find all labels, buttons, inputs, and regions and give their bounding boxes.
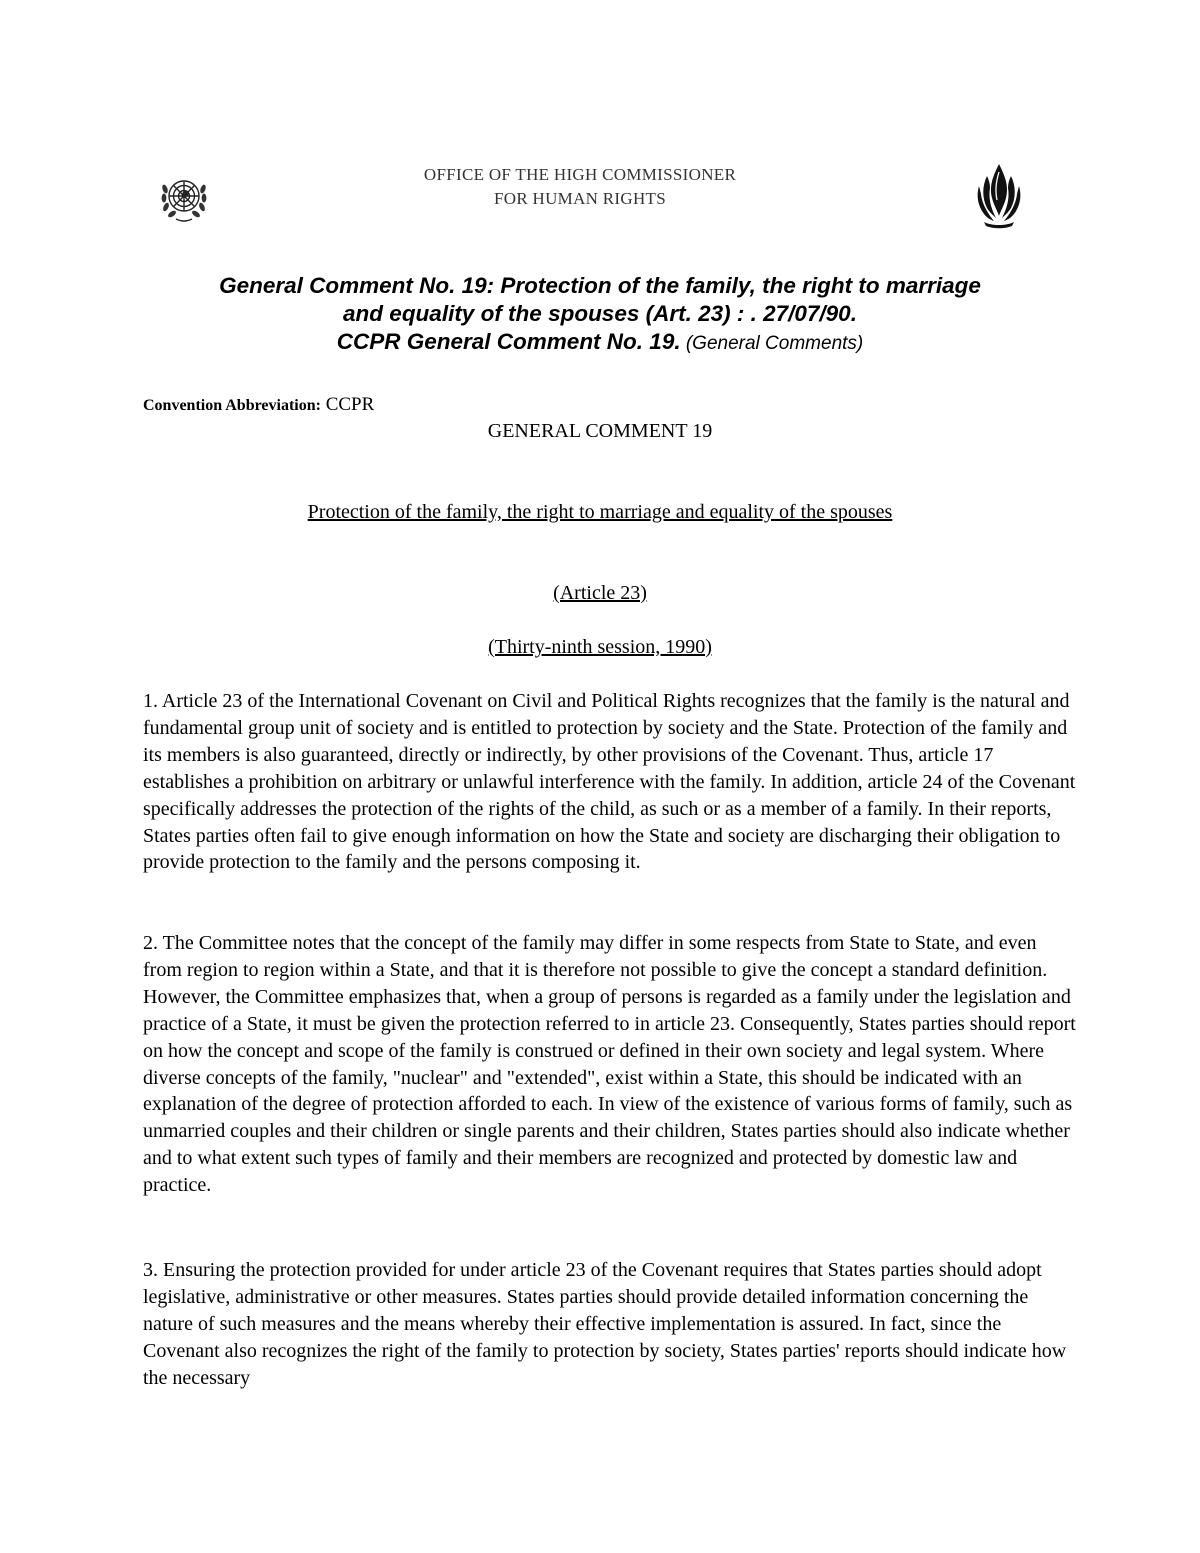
un-emblem-icon — [156, 169, 212, 225]
document-title — [100, 272, 1100, 358]
title-ccpr-reference: CCPR General Comment No. 19. — [336, 329, 681, 354]
paragraph-3: 3. Ensuring the protection provided for under article 23 of the Covenant requires that States parties should adopt legislative, administrative or other measures. States parties should provide detailed information concerning the nature of such measures and the means whereby their effective implementation is assured. In fact, since the Covenant also recognizes the right of the family to protection by society, States parties' reports should indicate how the necessary — [143, 1259, 1067, 1389]
comment-subject — [0, 499, 1200, 525]
ohchr-flame-icon — [968, 160, 1030, 230]
office-title-line-1: OFFICE OF THE HIGH COMMISSIONER — [423, 165, 737, 184]
convention-abbreviation — [143, 392, 374, 419]
title-general-comments: (General Comments) — [680, 333, 864, 354]
comment-heading: GENERAL COMMENT 19 — [487, 420, 713, 442]
office-title-line-2: FOR HUMAN RIGHTS — [494, 189, 666, 208]
session-reference-text: (Thirty-ninth session, 1990) — [488, 636, 712, 658]
convention-abbreviation-value: CCPR — [320, 394, 375, 415]
office-title — [320, 163, 840, 211]
comment-subject-text: Protection of the family, the right to marriage and equality of the spouses — [307, 501, 893, 523]
letterhead — [0, 160, 1200, 230]
document-title-line-1: General Comment No. 19: Protection of the family, the right to marriage — [219, 273, 981, 298]
article-reference — [0, 580, 1200, 606]
document-title-line-3 — [100, 328, 1100, 358]
document-title-line-2: and equality of the spouses (Art. 23) : . 27/07/90. — [343, 301, 857, 326]
session-reference — [0, 634, 1200, 660]
article-reference-text: (Article 23) — [553, 582, 647, 604]
paragraph-2: 2. The Committee notes that the concept of the family may differ in some respects from State to State, and even from region to region within a State, and that it is therefore not possible to give the concept a standard definition. However, the Committee emphasizes that, when a group of persons is regarded as a family under the legislation and practice of a State, it must be given the protection referred to in article 23. Consequently, States parties should report on how the concept and scope of the family is construed or defined in their own society and legal system. Where diverse concepts of the family, "nuclear" and "extended", exist within a State, this should be indicated with an explanation of the degree of protection afforded to each. In view of the existence of various forms of family, such as unmarried couples and their children or single parents and their children, States parties should also indicate whether and to what extent such types of family and their members are recognized and protected by domestic law and practice. — [143, 932, 1076, 1197]
convention-abbreviation-label: Convention Abbreviation: — [143, 397, 321, 414]
paragraph-1: 1. Article 23 of the International Covenant on Civil and Political Rights recognizes that the family is the natural and fundamental group unit of society and is entitled to protection by society and the State. Protection of the family and its members is also guaranteed, directly or indirectly, by other provisions of the Covenant. Thus, article 17 establishes a prohibition on arbitrary or unlawful interference with the family. In addition, article 24 of the Covenant specifically addresses the protection of the rights of the child, as such or as a member of a family. In their reports, States parties often fail to give enough information on how the State and society are discharging their obligation to provide protection to the family and the persons composing it. — [143, 690, 1076, 874]
